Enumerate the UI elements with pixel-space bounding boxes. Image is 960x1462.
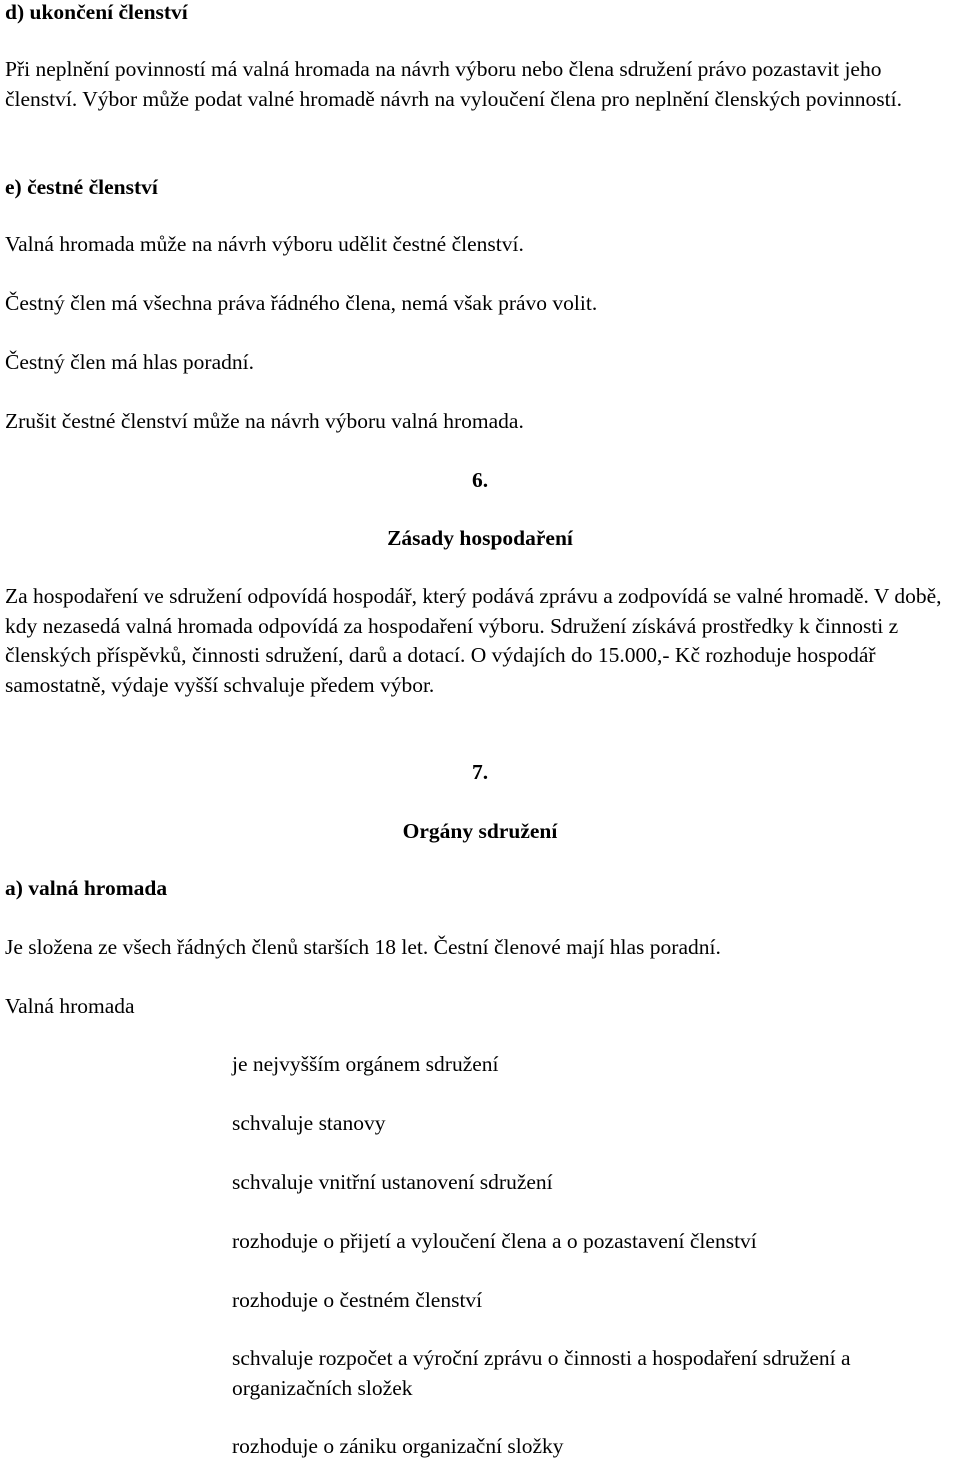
section-a-paragraph: Je složena ze všech řádných členů starších 18 let. Čestní členové mají hlas poradní. <box>5 935 721 959</box>
section-a-heading: a) valná hromada <box>5 876 168 900</box>
section-e-line: Valná hromada může na návrh výboru udělit čestné členství. <box>5 232 524 256</box>
chapter-6-number: 6. <box>471 468 489 492</box>
section-e-heading: e) čestné členství <box>5 175 158 199</box>
chapter-6-paragraph: Za hospodaření ve sdružení odpovídá hospodář, který podává zprávu a zodpovídá se valné hromadě. V době, kdy nezasedá valná hromada odpovídá za hospodaření výboru. Sdružení získává prostředky k činnosti z členských příspěvků, činnosti sdružení, darů a dotací. O výdajích do 15.000,- Kč rozhoduje hospodář samostatně, výdaje vyšší schvaluje předem výbor. <box>5 584 942 697</box>
general-assembly-lead: Valná hromada <box>5 994 135 1018</box>
section-e-line: Zrušit čestné členství může na návrh výboru valná hromada. <box>5 409 524 433</box>
list-item: schvaluje stanovy <box>232 1111 386 1135</box>
chapter-7-number: 7. <box>471 760 489 784</box>
section-d-heading: d) ukončení členství <box>5 0 188 24</box>
list-item: rozhoduje o zániku organizační složky <box>232 1434 564 1458</box>
list-item: rozhoduje o čestném členství <box>232 1288 483 1312</box>
chapter-7-title: Orgány sdružení <box>402 819 558 843</box>
list-item: rozhoduje o přijetí a vyloučení člena a o pozastavení členství <box>232 1229 757 1253</box>
section-e-line: Čestný člen má hlas poradní. <box>5 350 254 374</box>
section-e-line: Čestný člen má všechna práva řádného člena, nemá však právo volit. <box>5 291 598 315</box>
list-item: schvaluje vnitřní ustanovení sdružení <box>232 1170 553 1194</box>
list-item: schvaluje rozpočet a výroční zprávu o činnosti a hospodaření sdružení a organizačních složek <box>232 1346 851 1400</box>
section-d-paragraph: Při neplnění povinností má valná hromada na návrh výboru nebo člena sdružení právo pozastavit jeho členství. Výbor může podat valné hromadě návrh na vyloučení člena pro neplnění členských povinností. <box>5 57 902 111</box>
list-item: je nejvyšším orgánem sdružení <box>232 1052 499 1076</box>
chapter-6-title: Zásady hospodaření <box>387 526 573 550</box>
